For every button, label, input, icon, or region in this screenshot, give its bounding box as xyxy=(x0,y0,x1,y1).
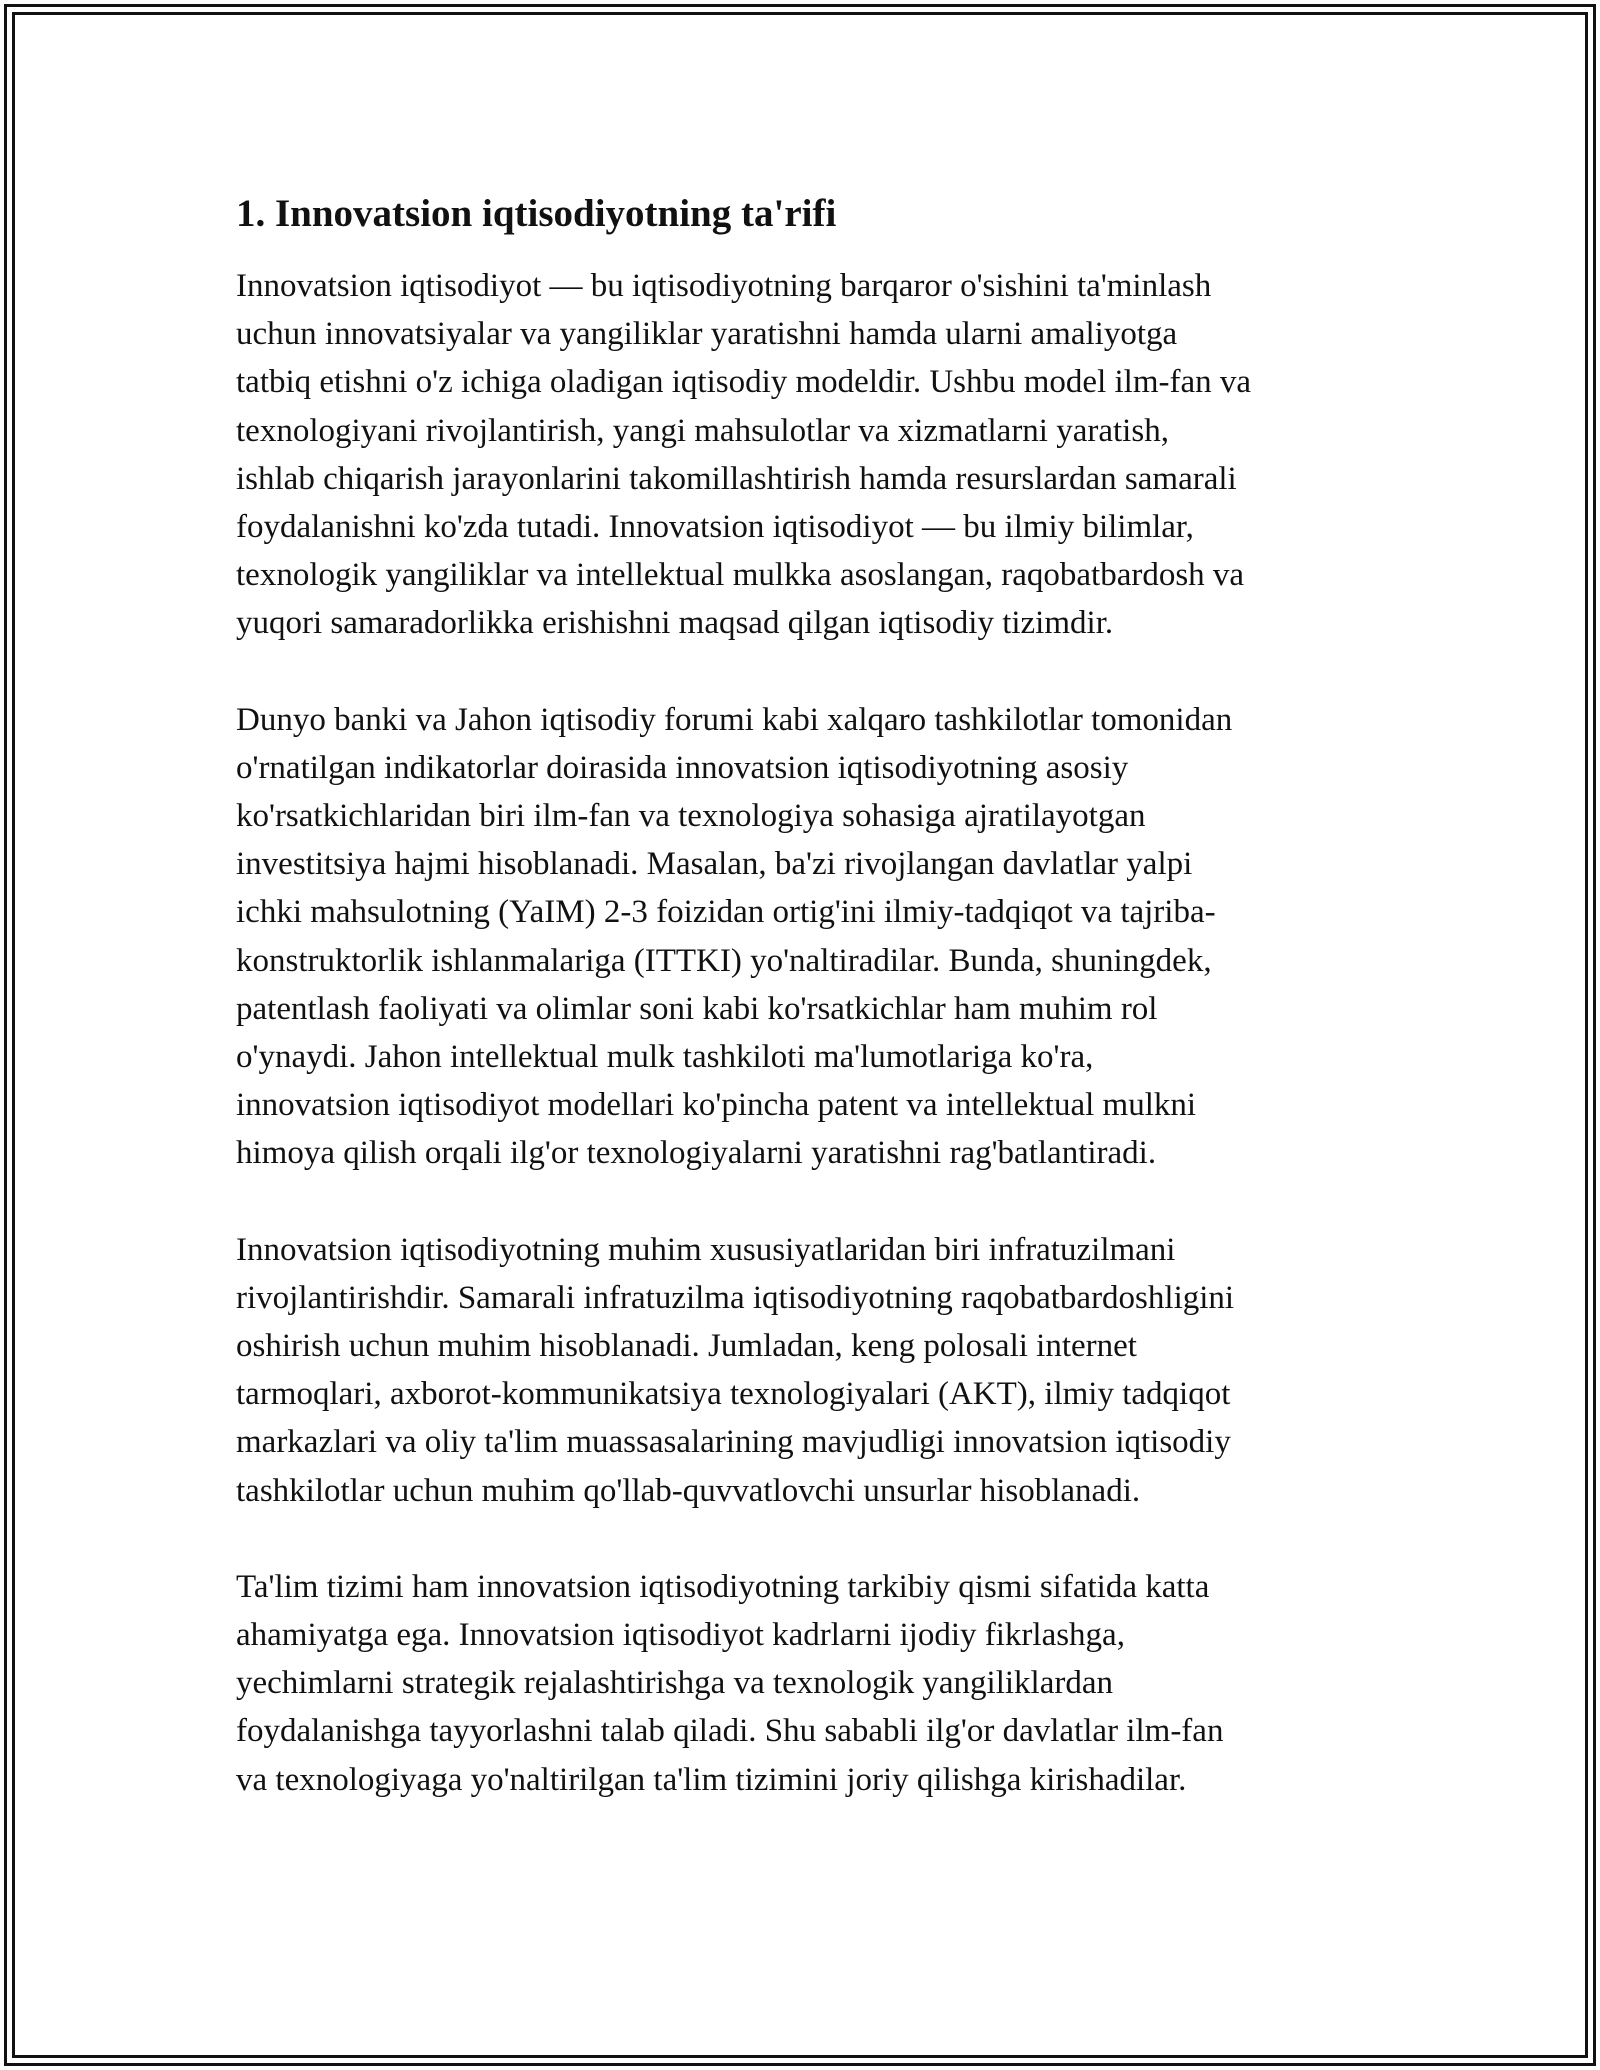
text-line: konstruktorlik ishlanmalariga (ITTKI) yo'naltiradilar. Bunda, shuningdek, xyxy=(236,942,1212,979)
paragraph-education xyxy=(236,1563,1386,1804)
text-line: Innovatsion iqtisodiyot — bu iqtisodiyotning barqaror o'sishini ta'minlash xyxy=(236,268,1212,304)
text-line: uchun innovatsiyalar va yangiliklar yaratishni hamda ularni amaliyotga xyxy=(236,316,1178,353)
text-line: investitsiya hajmi hisoblanadi. Masalan, ba'zi rivojlangan davlatlar yalpi xyxy=(236,846,1193,883)
text-line: Dunyo banki va Jahon iqtisodiy forumi kabi xalqaro tashkilotlar tomonidan xyxy=(236,701,1233,738)
text-line: patentlash faoliyati va olimlar soni kabi ko'rsatkichlar ham muhim rol xyxy=(236,990,1158,1027)
text-line: yuqori samaradorlikka erishishni maqsad qilgan iqtisodiy tizimdir. xyxy=(236,605,1114,642)
text-line: texnologik yangiliklar va intellektual mulkka asoslangan, raqobatbardosh va xyxy=(236,557,1245,594)
text-line: texnologiyani rivojlantirish, yangi mahsulotlar va xizmatlarni yaratish, xyxy=(236,412,1169,449)
text-line: ishlab chiqarish jarayonlarini takomillashtirish hamda resurslardan samarali xyxy=(236,460,1237,497)
text-line: tatbiq etishni o'z ichiga oladigan iqtisodiy modeldir. Ushbu model ilm-fan va xyxy=(236,364,1252,401)
text-line: himoya qilish orqali ilg'or texnologiyalarni yaratishni rag'batlantiradi. xyxy=(236,1135,1157,1172)
document-body xyxy=(236,186,1386,1852)
text-line: yechimlarni strategik rejalashtirishga va texnologik yangiliklardan xyxy=(236,1665,1113,1702)
text-line: ahamiyatga ega. Innovatsion iqtisodiyot kadrlarni ijodiy fikrlashga, xyxy=(236,1617,1125,1654)
paragraph-infrastructure xyxy=(236,1226,1386,1515)
text-line: o'rnatilgan indikatorlar doirasida innovatsion iqtisodiyotning asosiy xyxy=(236,749,1129,786)
text-line: va texnologiyaga yo'naltirilgan ta'lim tizimini joriy qilishga kirishadilar. xyxy=(236,1761,1187,1798)
text-line: foydalanishni ko'zda tutadi. Innovatsion iqtisodiyot — bu ilmiy bilimlar, xyxy=(236,509,1194,546)
text-line: markazlari va oliy ta'lim muassasalarining mavjudligi innovatsion iqtisodiy xyxy=(236,1424,1231,1461)
text-line: innovatsion iqtisodiyot modellari ko'pincha patent va intellektual mulkni xyxy=(236,1087,1197,1124)
paragraph-indicators xyxy=(236,696,1386,1178)
text-line: tashkilotlar uchun muhim qo'llab-quvvatlovchi unsurlar hisoblanadi. xyxy=(236,1472,1141,1509)
text-line: ko'rsatkichlaridan biri ilm-fan va texnologiya sohasiga ajratilayotgan xyxy=(236,798,1146,835)
text-line: ichki mahsulotning (YaIM) 2-3 foizidan ortig'ini ilmiy-tadqiqot va tajriba- xyxy=(236,894,1216,931)
text-line: Innovatsion iqtisodiyotning muhim xususiyatlaridan biri infratuzilmani xyxy=(236,1231,1176,1268)
text-line: tarmoqlari, axborot-kommunikatsiya texnologiyalari (AKT), ilmiy tadqiqot xyxy=(236,1376,1231,1413)
text-line: o'ynaydi. Jahon intellektual mulk tashkiloti ma'lumotlariga ko'ra, xyxy=(236,1039,1094,1076)
section-heading: 1. Innovatsion iqtisodiyotning ta'rifi xyxy=(236,192,837,235)
text-line: Ta'lim tizimi ham innovatsion iqtisodiyotning tarkibiy qismi sifatida katta xyxy=(236,1568,1210,1605)
text-line: oshirish uchun muhim hisoblanadi. Jumladan, keng polosali internet xyxy=(236,1328,1137,1365)
text-line: foydalanishga tayyorlashni talab qiladi. Shu sababli ilg'or davlatlar ilm-fan xyxy=(236,1713,1224,1750)
text-line: rivojlantirishdir. Samarali infratuzilma iqtisodiyotning raqobatbardoshligini xyxy=(236,1279,1235,1316)
paragraph-definition xyxy=(236,262,1386,648)
